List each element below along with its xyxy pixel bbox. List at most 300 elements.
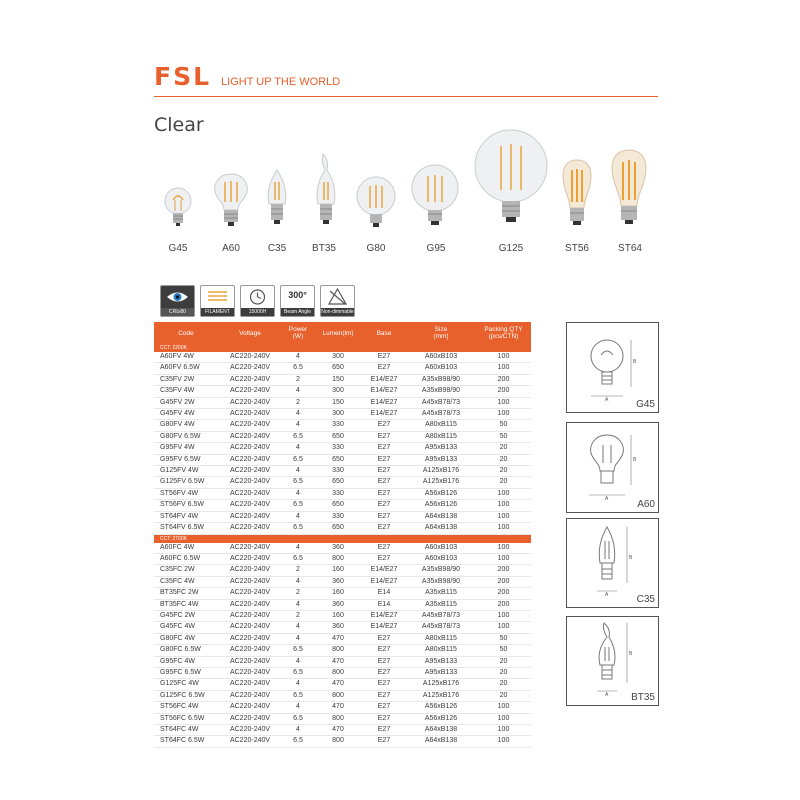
cell-base: E27 — [362, 725, 406, 736]
specs-table-header — [154, 322, 531, 344]
brand-logo: FSL — [154, 62, 212, 91]
cell-size: A60xB103 — [406, 363, 476, 374]
cell-base: E27 — [362, 656, 406, 667]
cell-packing: 200 — [476, 576, 531, 587]
cell-base: E27 — [362, 713, 406, 724]
cell-packing: 100 — [476, 363, 531, 374]
cell-code: BT35FC 2W — [154, 588, 218, 599]
diagram-a60 — [566, 422, 659, 513]
cell-code: G80FV 4W — [154, 420, 218, 431]
cell-lumen: 800 — [314, 690, 362, 701]
cell-power: 4 — [282, 511, 314, 522]
cell-packing: 20 — [476, 690, 531, 701]
feature-caption-beam: Beam Angle — [281, 308, 314, 316]
cell-size: A95xB133 — [406, 454, 476, 465]
cell-base: E27 — [362, 488, 406, 499]
table-row — [154, 488, 531, 499]
table-row — [154, 431, 531, 442]
cell-lumen: 150 — [314, 374, 362, 385]
dim-a-a60: A — [605, 496, 609, 502]
cell-size: A125xB176 — [406, 466, 476, 477]
cell-packing: 100 — [476, 553, 531, 564]
cell-packing: 100 — [476, 713, 531, 724]
cell-code: ST64FC 4W — [154, 725, 218, 736]
cell-lumen: 330 — [314, 511, 362, 522]
table-row — [154, 443, 531, 454]
cell-power: 4 — [282, 622, 314, 633]
bulb-c35-image — [265, 168, 289, 228]
beam-angle-icon — [280, 285, 315, 317]
cell-voltage: AC220-240V — [218, 409, 282, 420]
cell-voltage: AC220-240V — [218, 702, 282, 713]
cell-lumen: 330 — [314, 466, 362, 477]
cell-base: E27 — [362, 667, 406, 678]
diagram-label-bt35: BT35 — [631, 692, 655, 703]
cell-base: E27 — [362, 466, 406, 477]
cell-lumen: 800 — [314, 667, 362, 678]
cell-base: E27 — [362, 523, 406, 534]
cell-packing: 100 — [476, 511, 531, 522]
cell-packing: 20 — [476, 667, 531, 678]
cell-code: ST64FV 4W — [154, 511, 218, 522]
cell-size: A64xB138 — [406, 523, 476, 534]
cct-group-row — [154, 344, 531, 352]
cell-voltage: AC220-240V — [218, 713, 282, 724]
cell-power: 4 — [282, 386, 314, 397]
cell-size: A80xB115 — [406, 431, 476, 442]
cell-packing: 100 — [476, 725, 531, 736]
cell-base: E27 — [362, 633, 406, 644]
cell-lumen: 330 — [314, 488, 362, 499]
cell-size: A45xB78/73 — [406, 397, 476, 408]
cell-base: E14 — [362, 588, 406, 599]
cell-power: 2 — [282, 397, 314, 408]
cell-code: C35FV 2W — [154, 374, 218, 385]
bulb-g80-image — [354, 176, 398, 228]
cell-power: 4 — [282, 633, 314, 644]
cell-power: 4 — [282, 443, 314, 454]
col-header-lumen: Lumen(lm) — [314, 322, 362, 344]
cell-power: 6.5 — [282, 667, 314, 678]
cell-code: A60FC 4W — [154, 543, 218, 554]
cell-size: A60xB103 — [406, 543, 476, 554]
col-header-base: Base — [362, 322, 406, 344]
cell-code: G125FC 6.5W — [154, 690, 218, 701]
cell-code: G45FC 4W — [154, 622, 218, 633]
specs-table — [154, 322, 531, 748]
cell-lumen: 470 — [314, 633, 362, 644]
cell-voltage: AC220-240V — [218, 477, 282, 488]
cell-power: 4 — [282, 702, 314, 713]
cell-power: 6.5 — [282, 477, 314, 488]
cell-power: 2 — [282, 588, 314, 599]
feature-caption-cri: CRI≥80 — [161, 308, 194, 316]
cell-packing: 100 — [476, 523, 531, 534]
header-divider — [154, 96, 658, 97]
cell-base: E14/E27 — [362, 610, 406, 621]
table-row — [154, 736, 531, 747]
cell-power: 4 — [282, 352, 314, 363]
table-row — [154, 610, 531, 621]
cell-base: E27 — [362, 543, 406, 554]
cell-base: E27 — [362, 553, 406, 564]
cell-voltage: AC220-240V — [218, 420, 282, 431]
cell-lumen: 160 — [314, 588, 362, 599]
cell-base: E14/E27 — [362, 565, 406, 576]
diagram-label-a60: A60 — [637, 499, 655, 510]
cell-voltage: AC220-240V — [218, 511, 282, 522]
cell-lumen: 160 — [314, 565, 362, 576]
diagram-label-g45: G45 — [636, 399, 655, 410]
cell-power: 6.5 — [282, 736, 314, 747]
cell-lumen: 650 — [314, 523, 362, 534]
header-row — [154, 62, 340, 91]
feature-icons — [160, 285, 355, 317]
table-row — [154, 645, 531, 656]
dim-b-a60: B — [633, 457, 637, 463]
cell-power: 4 — [282, 679, 314, 690]
cell-packing: 20 — [476, 466, 531, 477]
table-row — [154, 374, 531, 385]
cell-lumen: 360 — [314, 599, 362, 610]
cell-lumen: 800 — [314, 713, 362, 724]
cell-code: G95FC 6.5W — [154, 667, 218, 678]
table-row — [154, 588, 531, 599]
bulb-st64-image — [609, 148, 649, 228]
cell-size: A64xB138 — [406, 725, 476, 736]
cell-base: E27 — [362, 645, 406, 656]
bulb-label-g45: G45 — [168, 243, 188, 254]
cell-size: A35xB98/90 — [406, 576, 476, 587]
cell-lumen: 650 — [314, 454, 362, 465]
cell-size: A60xB103 — [406, 352, 476, 363]
table-row — [154, 500, 531, 511]
cell-packing: 200 — [476, 386, 531, 397]
cell-code: A60FV 4W — [154, 352, 218, 363]
feature-caption-dimmable: Non-dimmable — [321, 309, 354, 315]
cell-code: G125FV 4W — [154, 466, 218, 477]
table-row — [154, 363, 531, 374]
table-row — [154, 420, 531, 431]
cell-lumen: 360 — [314, 622, 362, 633]
cct-label: CCT: 2200K — [154, 344, 531, 352]
cell-code: G95FV 4W — [154, 443, 218, 454]
table-row — [154, 477, 531, 488]
cell-packing: 100 — [476, 622, 531, 633]
table-row — [154, 633, 531, 644]
cell-packing: 200 — [476, 374, 531, 385]
cell-size: A35xB115 — [406, 599, 476, 610]
cell-voltage: AC220-240V — [218, 736, 282, 747]
cell-voltage: AC220-240V — [218, 622, 282, 633]
cell-power: 2 — [282, 610, 314, 621]
cell-size: A80xB115 — [406, 645, 476, 656]
cell-size: A56xB126 — [406, 702, 476, 713]
cell-voltage: AC220-240V — [218, 443, 282, 454]
cell-lumen: 330 — [314, 443, 362, 454]
cell-base: E27 — [362, 679, 406, 690]
cell-power: 6.5 — [282, 713, 314, 724]
cell-base: E14/E27 — [362, 374, 406, 385]
cell-packing: 200 — [476, 599, 531, 610]
cell-packing: 20 — [476, 656, 531, 667]
cell-power: 6.5 — [282, 500, 314, 511]
table-row — [154, 713, 531, 724]
table-row — [154, 466, 531, 477]
cell-power: 4 — [282, 656, 314, 667]
cell-code: C35FC 2W — [154, 565, 218, 576]
cell-power: 6.5 — [282, 690, 314, 701]
cell-power: 6.5 — [282, 523, 314, 534]
cell-size: A60xB103 — [406, 553, 476, 564]
cell-voltage: AC220-240V — [218, 588, 282, 599]
cell-size: A95xB133 — [406, 443, 476, 454]
cell-code: C35FV 4W — [154, 386, 218, 397]
cell-power: 4 — [282, 409, 314, 420]
col-header-size: Size (mm) — [406, 322, 476, 344]
bulb-a60-image — [211, 172, 251, 228]
cell-packing: 100 — [476, 397, 531, 408]
cell-size: A64xB138 — [406, 736, 476, 747]
cell-code: G95FV 6.5W — [154, 454, 218, 465]
cell-code: ST56FC 4W — [154, 702, 218, 713]
table-row — [154, 690, 531, 701]
cell-lumen: 150 — [314, 397, 362, 408]
feature-caption-lifetime: 15000H — [241, 308, 274, 316]
bulb-st56-image — [560, 158, 594, 228]
table-row — [154, 576, 531, 587]
cell-lumen: 650 — [314, 500, 362, 511]
cell-power: 4 — [282, 725, 314, 736]
cell-code: ST56FV 6.5W — [154, 500, 218, 511]
cell-power: 4 — [282, 576, 314, 587]
col-header-packing: Packing QTY (pcs/CTN) — [476, 322, 531, 344]
cell-voltage: AC220-240V — [218, 553, 282, 564]
col-header-code: Code — [154, 322, 218, 344]
bulb-g45-image — [162, 186, 194, 228]
cell-power: 6.5 — [282, 431, 314, 442]
bulb-label-st56: ST56 — [565, 243, 589, 254]
cell-lumen: 800 — [314, 553, 362, 564]
cell-lumen: 160 — [314, 610, 362, 621]
cell-voltage: AC220-240V — [218, 523, 282, 534]
bulb-label-a60: A60 — [222, 243, 240, 254]
cell-packing: 200 — [476, 565, 531, 576]
cell-voltage: AC220-240V — [218, 576, 282, 587]
cell-packing: 200 — [476, 588, 531, 599]
cell-packing: 20 — [476, 454, 531, 465]
table-row — [154, 386, 531, 397]
cell-voltage: AC220-240V — [218, 667, 282, 678]
cell-lumen: 330 — [314, 420, 362, 431]
cell-power: 6.5 — [282, 553, 314, 564]
cell-power: 4 — [282, 543, 314, 554]
cell-power: 4 — [282, 420, 314, 431]
cell-voltage: AC220-240V — [218, 466, 282, 477]
cell-lumen: 300 — [314, 386, 362, 397]
cell-size: A35xB98/90 — [406, 386, 476, 397]
bulb-g95-image — [410, 164, 460, 228]
cell-voltage: AC220-240V — [218, 454, 282, 465]
non-dimmable-icon — [320, 285, 355, 317]
table-row — [154, 397, 531, 408]
cell-power: 2 — [282, 374, 314, 385]
cell-size: A35xB98/90 — [406, 374, 476, 385]
bulb-label-c35: C35 — [267, 243, 287, 254]
cell-power: 6.5 — [282, 454, 314, 465]
cell-code: ST56FV 4W — [154, 488, 218, 499]
table-row — [154, 543, 531, 554]
cell-base: E27 — [362, 443, 406, 454]
section-title: Clear — [154, 114, 204, 136]
bulb-label-g80: G80 — [366, 243, 386, 254]
cell-voltage: AC220-240V — [218, 656, 282, 667]
cell-code: G45FV 2W — [154, 397, 218, 408]
cell-packing: 100 — [476, 543, 531, 554]
cell-code: G80FC 4W — [154, 633, 218, 644]
cell-code: G95FC 4W — [154, 656, 218, 667]
cell-base: E27 — [362, 420, 406, 431]
table-row — [154, 511, 531, 522]
cell-voltage: AC220-240V — [218, 610, 282, 621]
cell-size: A64xB138 — [406, 511, 476, 522]
cell-base: E14/E27 — [362, 386, 406, 397]
col-header-power: Power (W) — [282, 322, 314, 344]
cell-voltage: AC220-240V — [218, 679, 282, 690]
diagram-g45 — [566, 322, 659, 413]
cell-base: E14 — [362, 599, 406, 610]
bulb-label-g95: G95 — [426, 243, 446, 254]
specs-table-body — [154, 344, 531, 747]
cell-packing: 100 — [476, 488, 531, 499]
cell-packing: 50 — [476, 431, 531, 442]
cell-code: G125FV 6.5W — [154, 477, 218, 488]
cell-size: A45xB78/73 — [406, 409, 476, 420]
cell-size: A95xB133 — [406, 667, 476, 678]
table-row — [154, 565, 531, 576]
cell-base: E27 — [362, 511, 406, 522]
cell-voltage: AC220-240V — [218, 352, 282, 363]
filament-icon — [200, 285, 235, 317]
cell-base: E27 — [362, 736, 406, 747]
cell-lumen: 470 — [314, 702, 362, 713]
cell-size: A125xB176 — [406, 679, 476, 690]
clock-icon — [240, 285, 275, 317]
cell-voltage: AC220-240V — [218, 363, 282, 374]
diagram-label-c35: C35 — [636, 594, 655, 605]
cell-packing: 100 — [476, 409, 531, 420]
cell-base: E27 — [362, 363, 406, 374]
cell-size: A56xB126 — [406, 713, 476, 724]
cell-lumen: 470 — [314, 679, 362, 690]
dim-b-bt35: B — [629, 651, 633, 657]
beam-angle-value: 300° — [288, 290, 307, 300]
brand-tagline: LIGHT UP THE WORLD — [221, 76, 341, 88]
cell-voltage: AC220-240V — [218, 500, 282, 511]
cell-voltage: AC220-240V — [218, 645, 282, 656]
table-row — [154, 656, 531, 667]
cell-code: G45FC 2W — [154, 610, 218, 621]
cell-base: E27 — [362, 431, 406, 442]
cell-packing: 100 — [476, 500, 531, 511]
cell-lumen: 650 — [314, 431, 362, 442]
cell-lumen: 470 — [314, 725, 362, 736]
cell-packing: 20 — [476, 443, 531, 454]
cell-base: E27 — [362, 500, 406, 511]
cell-base: E27 — [362, 352, 406, 363]
cell-voltage: AC220-240V — [218, 397, 282, 408]
cell-lumen: 470 — [314, 656, 362, 667]
cct-label: CCT: 2700K — [154, 534, 531, 543]
cell-base: E27 — [362, 690, 406, 701]
cell-packing: 50 — [476, 420, 531, 431]
cell-lumen: 800 — [314, 645, 362, 656]
cell-power: 4 — [282, 599, 314, 610]
bulb-label-bt35: BT35 — [312, 243, 336, 254]
cell-code: G45FV 4W — [154, 409, 218, 420]
eye-icon — [160, 285, 195, 317]
cell-lumen: 300 — [314, 352, 362, 363]
cell-packing: 20 — [476, 679, 531, 690]
cct-group-row — [154, 534, 531, 543]
table-row — [154, 523, 531, 534]
table-row — [154, 667, 531, 678]
cell-voltage: AC220-240V — [218, 690, 282, 701]
cell-lumen: 360 — [314, 576, 362, 587]
cell-size: A35xB115 — [406, 588, 476, 599]
table-row — [154, 702, 531, 713]
cell-packing: 20 — [476, 477, 531, 488]
dim-b-g45: B — [633, 359, 637, 365]
cell-voltage: AC220-240V — [218, 725, 282, 736]
cell-size: A80xB115 — [406, 633, 476, 644]
cell-voltage: AC220-240V — [218, 633, 282, 644]
bulb-label-st64: ST64 — [618, 243, 642, 254]
cell-lumen: 300 — [314, 409, 362, 420]
dim-a-bt35: A — [605, 692, 609, 698]
table-row — [154, 679, 531, 690]
cell-code: G80FC 6.5W — [154, 645, 218, 656]
cell-code: G80FV 6.5W — [154, 431, 218, 442]
cell-base: E14/E27 — [362, 622, 406, 633]
cell-packing: 100 — [476, 702, 531, 713]
cell-code: C35FC 4W — [154, 576, 218, 587]
cell-packing: 100 — [476, 736, 531, 747]
cell-power: 2 — [282, 565, 314, 576]
cell-lumen: 800 — [314, 736, 362, 747]
cell-size: A56xB126 — [406, 500, 476, 511]
cell-code: A60FC 6.5W — [154, 553, 218, 564]
cell-size: A95xB133 — [406, 656, 476, 667]
cell-lumen: 650 — [314, 363, 362, 374]
cell-voltage: AC220-240V — [218, 543, 282, 554]
cell-voltage: AC220-240V — [218, 488, 282, 499]
table-row — [154, 454, 531, 465]
cell-packing: 100 — [476, 352, 531, 363]
cell-size: A80xB115 — [406, 420, 476, 431]
cell-base: E14/E27 — [362, 397, 406, 408]
cell-size: A125xB176 — [406, 477, 476, 488]
cell-base: E27 — [362, 477, 406, 488]
cell-packing: 100 — [476, 610, 531, 621]
cell-lumen: 650 — [314, 477, 362, 488]
cell-size: A35xB98/90 — [406, 565, 476, 576]
col-header-voltage: Voltage — [218, 322, 282, 344]
table-row — [154, 599, 531, 610]
table-row — [154, 553, 531, 564]
cell-code: ST64FV 6.5W — [154, 523, 218, 534]
cell-code: BT35FC 4W — [154, 599, 218, 610]
